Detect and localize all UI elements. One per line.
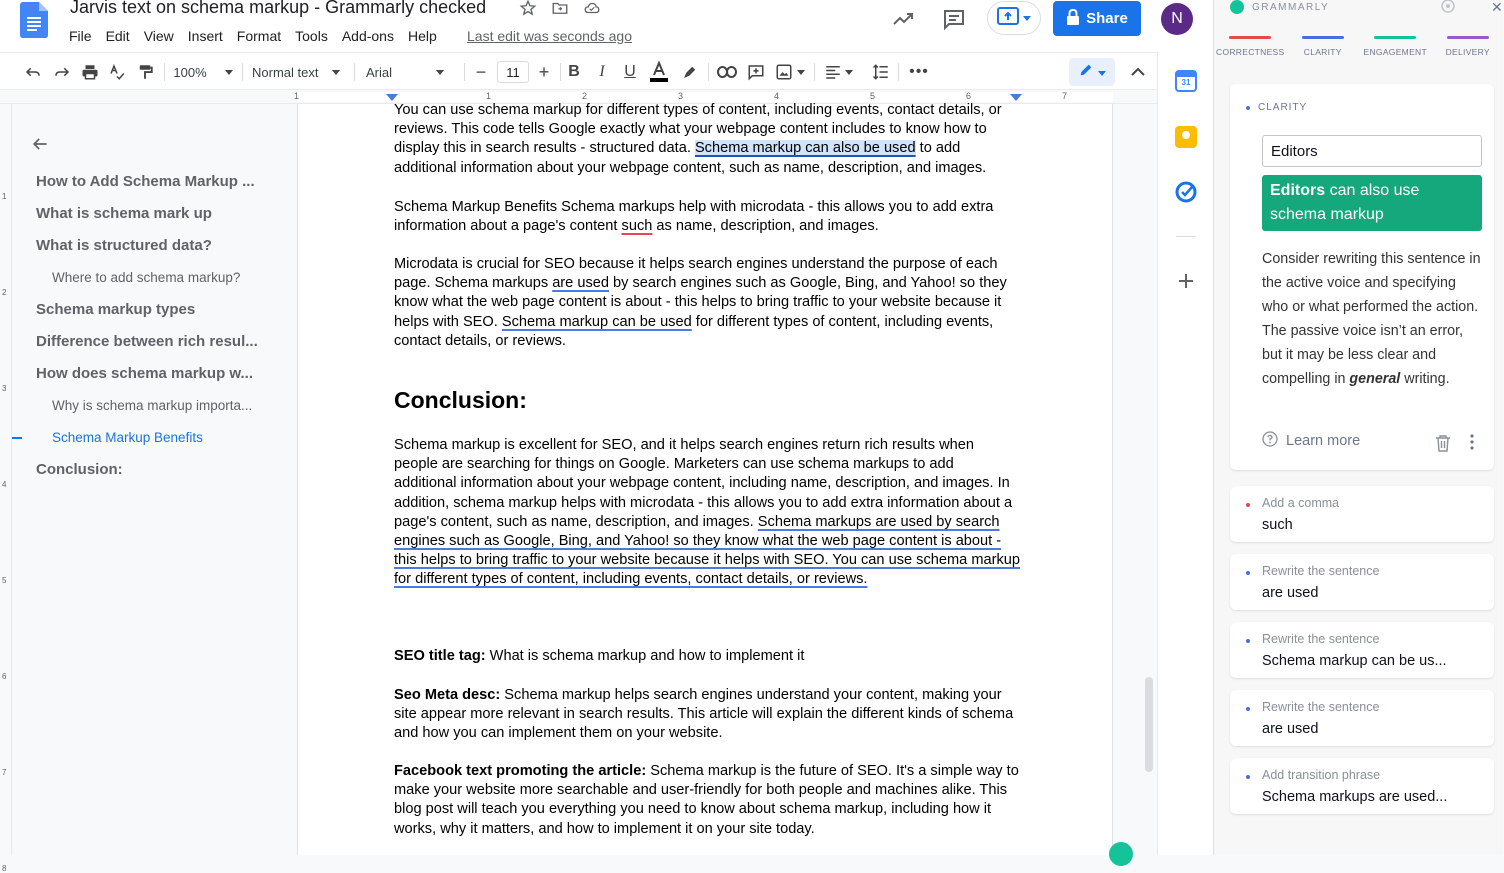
menu-addons[interactable]: Add-ons	[335, 26, 401, 46]
present-icon	[997, 7, 1019, 30]
grammarly-panel	[1213, 0, 1503, 855]
text-run: for different types of content, including events, contact details, or reviews.	[394, 314, 993, 349]
insert-link-icon[interactable]	[716, 61, 738, 83]
body-paragraph[interactable]	[394, 101, 1020, 178]
insert-image-icon[interactable]	[773, 61, 807, 83]
outline-item[interactable]: Difference between rich resul...	[36, 333, 261, 350]
title-bar	[0, 0, 1213, 52]
clarity-dot-icon	[1246, 707, 1250, 711]
text-run: You can use schema markup for different types of content, including events, contact details, or reviews. This code tells Google exactly what your webpage content includes to know how to display this in search results - structured data.	[394, 102, 1002, 156]
grammarly-brand	[1230, 0, 1329, 14]
category-dot-icon	[1246, 106, 1250, 110]
seo-title-paragraph[interactable]	[394, 647, 1020, 666]
flagged-passive-text[interactable]: Schema markup can also be used	[695, 140, 916, 156]
grammarly-floating-button[interactable]	[1109, 842, 1133, 866]
document-title[interactable]: Jarvis text on schema markup - Grammarly checked	[70, 0, 486, 18]
back-arrow-icon[interactable]	[30, 134, 50, 159]
text-run: Schema Markup Benefits Schema markups help with microdata - this allows you to add extra information about a page's content	[394, 199, 993, 234]
grammarly-category-tabs	[1214, 36, 1504, 57]
font-family-select[interactable]	[366, 61, 458, 83]
alert-title: Rewrite the sentence	[1262, 700, 1379, 714]
bold-button[interactable]: B	[564, 61, 584, 83]
italic-button[interactable]: I	[592, 61, 612, 83]
alert-text: Schema markups are used...	[1262, 789, 1447, 805]
menu-bar	[62, 26, 444, 46]
correctness-dot-icon	[1246, 503, 1250, 507]
grammarly-logo-icon	[1230, 0, 1244, 14]
text-run: Microdata is crucial for SEO because it helps search engines understand the purpose of each page. Schema markups	[394, 256, 998, 291]
clarity-dot-icon	[1246, 571, 1250, 575]
suggestion-card[interactable]	[1230, 690, 1494, 746]
more-options-icon[interactable]: •••	[908, 61, 930, 83]
text-run: writing.	[1400, 371, 1449, 387]
ruler-mark: 4	[2, 480, 6, 489]
category-label: CLARITY	[1258, 102, 1307, 113]
meta-desc-paragraph[interactable]	[394, 686, 1020, 744]
meta-desc-label: Seo Meta desc:	[394, 687, 500, 703]
outline-item[interactable]: Schema markup types	[36, 301, 261, 318]
text-run: to add additional information about your webpage content, such as name, description, and images.	[394, 140, 986, 175]
tasks-icon[interactable]	[1175, 181, 1197, 203]
share-label: Share	[1086, 10, 1128, 27]
undo-icon[interactable]	[22, 61, 44, 83]
style-value: Normal text	[252, 65, 318, 80]
ruler-mark: 1	[486, 91, 491, 101]
suggestion-card[interactable]	[1230, 758, 1494, 814]
alert-text: are used	[1262, 585, 1318, 601]
menu-file[interactable]: File	[62, 26, 99, 46]
zoom-value: 100%	[173, 65, 206, 80]
tab-correctness[interactable]	[1214, 36, 1287, 57]
menu-view[interactable]: View	[137, 26, 181, 46]
alert-title: Add a comma	[1262, 496, 1339, 510]
chevron-down-icon	[1023, 9, 1031, 27]
add-comment-icon[interactable]	[745, 61, 767, 83]
suggestion-category	[1246, 102, 1307, 113]
editing-mode-button[interactable]	[1069, 58, 1115, 86]
grammarly-brand-label: GRAMMARLY	[1252, 2, 1329, 13]
dropdown-arrow-icon	[436, 70, 444, 75]
last-edit-link[interactable]: Last edit was seconds ago	[467, 28, 632, 44]
ruler-mark: 5	[2, 576, 6, 585]
activity-trend-icon[interactable]	[890, 6, 916, 32]
body-paragraph[interactable]	[394, 198, 1020, 236]
suggestion-bold-text: Editors	[1270, 182, 1325, 199]
highlight-color-icon[interactable]	[679, 61, 701, 83]
ruler-mark: 8	[2, 864, 6, 873]
dropdown-arrow-icon	[332, 70, 340, 75]
outline-item[interactable]: How to Add Schema Markup ...	[36, 173, 261, 190]
star-icon[interactable]	[518, 0, 538, 18]
alert-text: such	[1262, 517, 1293, 533]
outline-item[interactable]: Where to add schema markup?	[52, 270, 262, 285]
alert-text: Schema markup can be us...	[1262, 653, 1447, 669]
text-run: by search engines such as Google, Bing, and Yahoo! so they know what the web page content is about - this helps to bring traffic to your website because it helps with SEO.	[394, 275, 1007, 329]
spellcheck-icon[interactable]	[106, 61, 128, 83]
accept-suggestion-button[interactable]	[1262, 175, 1482, 231]
tab-delivery[interactable]	[1432, 36, 1504, 57]
text-run: Schema markup is excellent for SEO, and it helps search engines return rich results when people are searching for things on Google. Marketers can use schema markups to add additional information about your webpage content, including name, description, and images. In addition, schema markup helps with microdata - this allows you to add extra information about a page's content, such as name, description, and images.	[394, 437, 1012, 530]
ruler-mark: 7	[1062, 91, 1067, 101]
menu-format[interactable]: Format	[230, 26, 288, 46]
close-icon[interactable]: ✕	[1491, 0, 1503, 16]
menu-tools[interactable]: Tools	[288, 26, 335, 46]
side-panel-rail	[1157, 52, 1213, 855]
outline-item[interactable]: What is schema mark up	[36, 205, 261, 222]
alert-title: Rewrite the sentence	[1262, 564, 1379, 578]
more-options-vertical-icon[interactable]	[1470, 434, 1474, 455]
move-folder-icon[interactable]	[550, 0, 570, 18]
pencil-icon	[1078, 62, 1094, 83]
help-icon	[1262, 431, 1278, 451]
tab-engagement[interactable]	[1359, 36, 1432, 57]
document-outline	[12, 104, 297, 855]
ruler-mark: 4	[774, 91, 779, 101]
alert-title: Rewrite the sentence	[1262, 632, 1379, 646]
scrollbar-thumb[interactable]	[1145, 677, 1153, 772]
clarity-dot-icon	[1246, 639, 1250, 643]
flagged-passive-text[interactable]: Schema markup can be used	[502, 314, 692, 330]
ruler-mark: 6	[2, 672, 6, 681]
flagged-passive-text[interactable]: are used	[552, 275, 609, 291]
seo-title-label: SEO title tag:	[394, 648, 486, 664]
vertical-ruler	[0, 104, 12, 855]
ruler-mark: 6	[966, 91, 971, 101]
outline-item[interactable]: Conclusion:	[36, 461, 261, 478]
font-value: Arial	[366, 65, 392, 80]
outline-item-active[interactable]: Schema Markup Benefits	[52, 430, 262, 445]
learn-more-label: Learn more	[1286, 433, 1360, 449]
suggestion-card[interactable]	[1230, 486, 1494, 542]
font-size-input[interactable]: 11	[497, 61, 529, 83]
text-run: as name, description, and images.	[652, 218, 878, 234]
redo-icon[interactable]	[51, 61, 73, 83]
flagged-transition-text[interactable]: Schema markups are used by search engines such as Google, Bing, and Yahoo! so they know what the web page content is about - this helps to bring traffic to your website because it helps with SEO. You can use schema markup for different types of content, including events, contact details, or reviews.	[394, 514, 1020, 588]
text-run: Consider rewriting this sentence in the active voice and specifying who or what performed the action. The passive voice isn’t an error, but it may be less clear and compelling in	[1262, 251, 1481, 387]
learn-more-link[interactable]	[1262, 431, 1360, 451]
dismiss-trash-icon[interactable]	[1435, 434, 1451, 457]
add-addon-icon[interactable]	[1175, 270, 1197, 292]
avatar[interactable]: N	[1161, 3, 1193, 35]
text-color-icon[interactable]	[648, 61, 670, 83]
formatting-toolbar	[0, 52, 1157, 90]
active-outline-indicator	[12, 437, 22, 439]
text-run: What is schema markup and how to implement it	[486, 648, 805, 664]
print-icon[interactable]	[79, 61, 101, 83]
tab-clarity[interactable]	[1287, 36, 1360, 57]
calendar-icon[interactable]: 31	[1175, 70, 1197, 92]
outline-item[interactable]: What is structured data?	[36, 237, 261, 254]
suggestion-original-text[interactable]: Editors	[1262, 135, 1482, 167]
document-page[interactable]	[297, 104, 1113, 855]
flagged-comma-text[interactable]: such	[622, 218, 653, 234]
decrease-font-size-button[interactable]: −	[471, 61, 491, 83]
outline-item[interactable]: How does schema markup w...	[36, 365, 261, 382]
alert-title: Add transition phrase	[1262, 768, 1380, 782]
goals-icon[interactable]	[1440, 0, 1456, 19]
dropdown-arrow-icon	[225, 70, 233, 75]
clarity-dot-icon	[1246, 775, 1250, 779]
alert-text: are used	[1262, 721, 1318, 737]
text-run: Schema markup is the future of SEO. It's a simple way to make your website more searchable and user-friendly for both people and machines alike. This blog post will teach you everything you need to know about schema markup, including how it works, why it matters, and how to implement it on your site today.	[394, 763, 1019, 837]
paint-format-icon[interactable]	[134, 61, 156, 83]
ruler-mark: 3	[2, 384, 6, 393]
comment-history-icon[interactable]	[941, 6, 967, 32]
suggestion-card[interactable]	[1230, 554, 1494, 610]
ruler-mark: 3	[678, 91, 683, 101]
section-heading[interactable]: Conclusion:	[394, 387, 527, 414]
outline-item[interactable]: Why is schema markup importa...	[52, 398, 262, 413]
body-paragraph[interactable]	[394, 255, 1020, 351]
ruler-mark: 2	[2, 288, 6, 297]
text-run: Schema markup helps search engines understand your content, making your site appear more relevant in search results. This article will explain the different kinds of schema and how you can implement them on your website.	[394, 687, 1013, 741]
ruler-mark: 7	[2, 768, 6, 777]
collapse-toolbar-icon[interactable]	[1128, 61, 1148, 83]
menu-edit[interactable]: Edit	[99, 26, 137, 46]
suggestion-explanation	[1262, 247, 1484, 391]
ruler-mark: 5	[870, 91, 875, 101]
suggestion-card[interactable]	[1230, 622, 1494, 678]
facebook-text-label: Facebook text promoting the article:	[394, 763, 646, 779]
chevron-down-icon	[1098, 63, 1106, 81]
body-paragraph[interactable]	[394, 436, 1020, 590]
present-button[interactable]	[987, 1, 1041, 35]
suggestion-text: can also use schema markup	[1270, 182, 1419, 223]
zoom-select[interactable]	[174, 61, 232, 83]
ruler-mark: 1	[2, 192, 6, 201]
paragraph-style-select[interactable]	[252, 61, 344, 83]
menu-insert[interactable]: Insert	[181, 26, 230, 46]
facebook-text-paragraph[interactable]	[394, 762, 1020, 839]
docs-logo-icon[interactable]	[20, 2, 48, 38]
keep-notes-icon[interactable]	[1175, 126, 1197, 148]
tab-label: ENGAGEMENT	[1364, 47, 1427, 57]
tab-label: DELIVERY	[1446, 47, 1490, 57]
menu-help[interactable]: Help	[401, 26, 444, 46]
align-left-icon[interactable]	[822, 61, 854, 83]
increase-font-size-button[interactable]: +	[534, 61, 554, 83]
tab-label: CLARITY	[1304, 47, 1342, 57]
emphasis-text: general	[1349, 371, 1400, 387]
underline-button[interactable]: U	[620, 61, 640, 83]
line-spacing-icon[interactable]	[870, 61, 892, 83]
share-button[interactable]	[1053, 1, 1141, 36]
cloud-status-icon[interactable]	[582, 0, 602, 18]
lock-icon	[1066, 9, 1080, 29]
ruler-mark: 2	[582, 91, 587, 101]
suggestion-card-expanded[interactable]	[1230, 84, 1494, 470]
tab-label: CORRECTNESS	[1216, 47, 1284, 57]
ruler-mark: 1	[294, 91, 299, 101]
